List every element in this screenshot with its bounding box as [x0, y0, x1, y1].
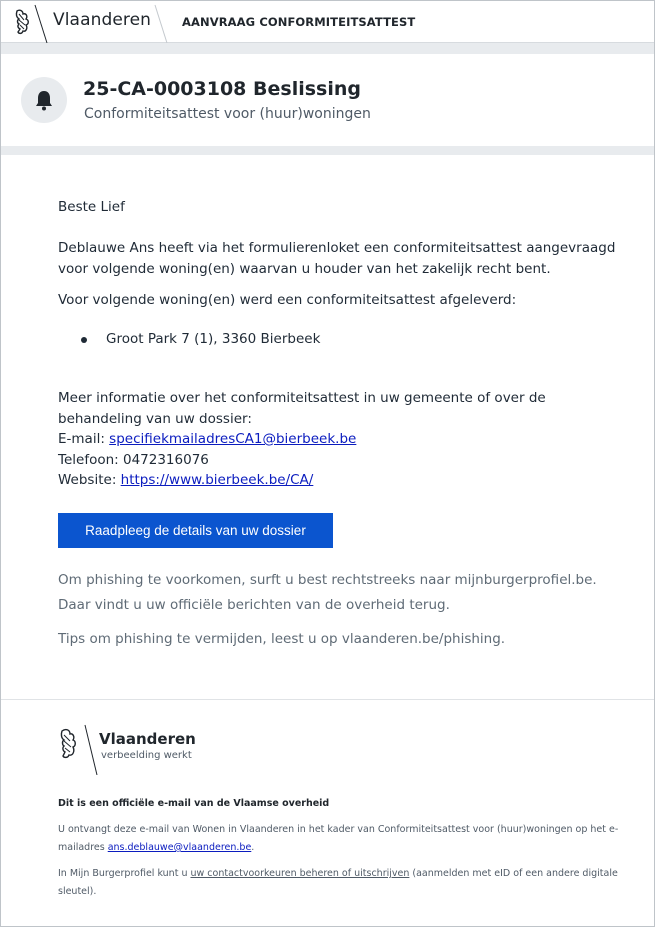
- footer-divider: [1, 699, 654, 700]
- phone-line: [58, 450, 618, 471]
- profile-notice: [58, 865, 633, 901]
- flemish-lion-icon: [58, 727, 82, 761]
- profile-text: In Mijn Burgerprofiel kunt u: [58, 868, 191, 879]
- website-label: Website:: [58, 472, 121, 488]
- email-line: [58, 429, 618, 450]
- contact-info: [58, 388, 618, 491]
- receive-notice: [58, 821, 633, 857]
- brand-name: Vlaanderen: [53, 10, 152, 30]
- website-link[interactable]: https://www.bierbeek.be/CA/: [120, 472, 314, 488]
- divider-slash: [81, 723, 101, 775]
- website-line: [58, 470, 618, 491]
- footer-brand: Vlaanderen: [99, 730, 196, 748]
- phone-label: Telefoon:: [58, 451, 123, 468]
- page-title: 25-CA-0003108 Beslissing: [83, 78, 361, 100]
- manage-preferences-link[interactable]: uw contactvoorkeuren beheren of uitschrijven: [190, 868, 410, 879]
- divider-slash: [31, 3, 51, 43]
- separator-band: [1, 146, 654, 155]
- email-label: E-mail:: [58, 431, 110, 447]
- bullet-icon: [81, 337, 87, 343]
- receive-end: .: [251, 842, 255, 853]
- phishing-tips: Tips om phishing te vermijden, leest u op vlaanderen.be/phishing.: [58, 631, 506, 647]
- phone-value: 0472316076: [122, 451, 209, 468]
- bell-icon: [34, 89, 54, 111]
- official-notice: Dit is een officiële e-mail van de Vlaamse overheid: [58, 798, 330, 809]
- info-intro: Meer informatie over het conformiteitsattest in uw gemeente of over de behandeling van uw dossier:: [58, 390, 546, 427]
- email-link[interactable]: specifiekmailadresCA1@bierbeek.be: [109, 431, 357, 447]
- intro-paragraph: Deblauwe Ans heeft via het formulierenloket een conformiteitsattest aangevraagd voor volgende woning(en) waarvan u houder van het zakelijk recht bent.: [58, 240, 616, 277]
- view-dossier-button[interactable]: Raadpleeg de details van uw dossier: [58, 513, 333, 548]
- separator-band: [1, 43, 654, 54]
- phishing-notice: Om phishing te voorkomen, surft u best rechtstreeks naar mijnburgerprofiel.be. Daar vindt u uw officiële berichten van de overheid terug.: [58, 572, 597, 613]
- address-text: Groot Park 7 (1), 3360 Bierbeek: [106, 331, 321, 347]
- receive-text: U ontvangt deze e-mail van Wonen in Vlaanderen in het kader van Conformiteitsattest voor (huur)woningen op het e-mailadres: [58, 824, 619, 853]
- profile-end: (aanmelden met eID of een andere digitale sleutel).: [58, 868, 618, 897]
- app-title: AANVRAAG CONFORMITEITSATTEST: [182, 15, 416, 29]
- recipient-email-link[interactable]: ans.deblauwe@vlaanderen.be: [107, 842, 252, 853]
- notification-badge: [21, 77, 67, 123]
- top-bar: [1, 1, 654, 43]
- greeting: Beste Lief: [58, 199, 125, 215]
- page-subtitle: Conformiteitsattest voor (huur)woningen: [84, 106, 371, 122]
- divider-slash: [151, 3, 171, 43]
- delivered-paragraph: Voor volgende woning(en) werd een conformiteitsattest afgeleverd:: [58, 292, 517, 308]
- footer-tagline: verbeelding werkt: [101, 750, 192, 761]
